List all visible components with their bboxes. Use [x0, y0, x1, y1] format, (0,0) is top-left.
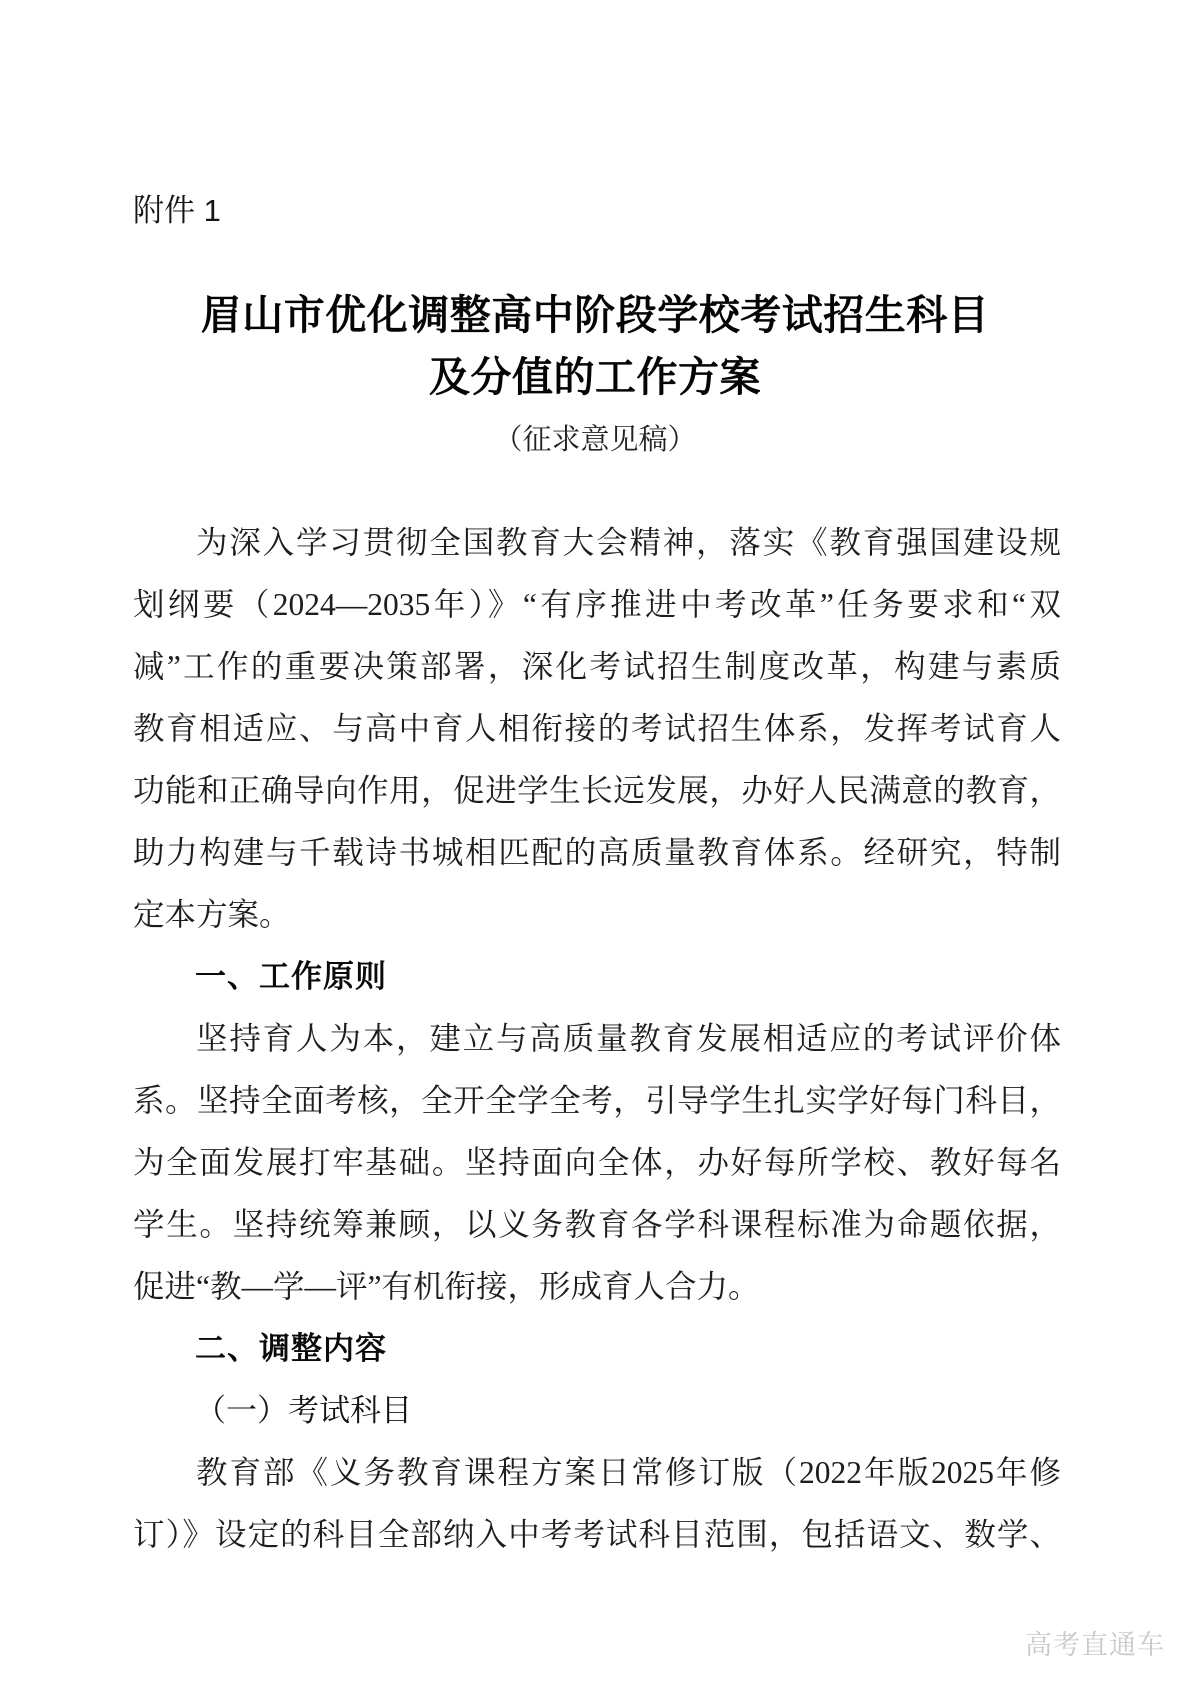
section-1-paragraph — [133, 1008, 1061, 1318]
text-line: 订）》设定的科目全部纳入中考考试科目范围，包括语文、数学、 — [133, 1517, 1061, 1552]
text-line: 教育部《义务教育课程方案日常修订版（2022年版2025年修 — [196, 1455, 1061, 1490]
text-line: 系。坚持全面考核，全开全学全考，引导学生扎实学好每门科目， — [133, 1083, 1061, 1118]
section-2-subsection-1-heading: （一）考试科目 — [195, 1393, 412, 1428]
text-line: 为深入学习贯彻全国教育大会精神，落实《教育强国建设规 — [196, 525, 1061, 560]
document-title — [95, 284, 1095, 408]
watermark-gaokao-zhitongche: 高考直通车 — [1025, 1630, 1165, 1660]
text-line: 坚持育人为本，建立与高质量教育发展相适应的考试评价体 — [196, 1021, 1061, 1056]
section-2-subsection-1-paragraph — [133, 1442, 1061, 1566]
text-line: 减”工作的重要决策部署，深化考试招生制度改革，构建与素质 — [133, 649, 1061, 684]
text-line: 教育相适应、与高中育人相衔接的考试招生体系，发挥考试育人 — [133, 711, 1061, 746]
intro-paragraph — [133, 512, 1061, 946]
text-line: 划纲要（2024—2035年）》“有序推进中考改革”任务要求和“双 — [133, 587, 1061, 622]
section-1-heading: 一、工作原则 — [195, 959, 387, 994]
text-line: 功能和正确导向作用，促进学生长远发展，办好人民满意的教育， — [133, 773, 1061, 808]
section-2-heading: 二、调整内容 — [195, 1331, 387, 1366]
text-line: 促进“教—学—评”有机衔接，形成育人合力。 — [133, 1269, 760, 1304]
text-line: 及分值的工作方案 — [429, 354, 761, 400]
text-line: 眉山市优化调整高中阶段学校考试招生科目 — [200, 292, 990, 338]
text-line: 学生。坚持统筹兼顾，以义务教育各学科课程标准为命题依据， — [133, 1207, 1061, 1242]
text-line: 为全面发展打牢基础。坚持面向全体，办好每所学校、教好每名 — [133, 1145, 1061, 1180]
attachment-label: 附件 1 — [133, 193, 221, 228]
text-line: 定本方案。 — [133, 897, 291, 932]
text-line: 助力构建与千载诗书城相匹配的高质量教育体系。经研究，特制 — [133, 835, 1061, 870]
document-subtitle: （征求意见稿） — [493, 424, 697, 456]
document-body — [133, 512, 1061, 1566]
